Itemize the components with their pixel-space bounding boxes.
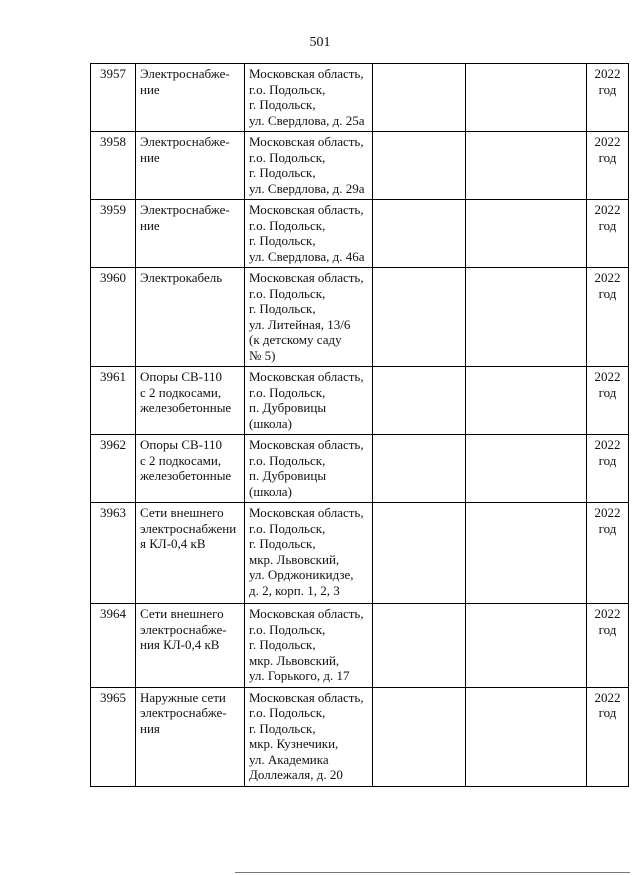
- empty-cell-4: [373, 64, 466, 132]
- object-name: Электроснабже- ние: [136, 200, 245, 268]
- object-name: Электрокабель: [136, 268, 245, 367]
- object-address: Московская область, г.о. Подольск, г. Подольск, мкр. Львовский, ул. Горького, д. 17: [245, 604, 373, 688]
- object-address: Московская область, г.о. Подольск, г. Подольск, ул. Свердлова, д. 29а: [245, 132, 373, 200]
- empty-cell-4: [373, 687, 466, 786]
- empty-cell-5: [466, 64, 587, 132]
- table-row: [91, 132, 629, 200]
- table-row: [91, 503, 629, 604]
- row-number: 3963: [91, 503, 136, 604]
- year-cell: 2022 год: [587, 132, 629, 200]
- year-cell: 2022 год: [587, 687, 629, 786]
- table-row: [91, 200, 629, 268]
- empty-cell-4: [373, 503, 466, 604]
- year-cell: 2022 год: [587, 367, 629, 435]
- empty-cell-5: [466, 200, 587, 268]
- row-number: 3957: [91, 64, 136, 132]
- page-number: 501: [309, 35, 331, 50]
- object-address: Московская область, г.о. Подольск, г. Подольск, мкр. Кузнечики, ул. Академика Доллежаля, д. 20: [245, 687, 373, 786]
- empty-cell-5: [466, 367, 587, 435]
- object-address: Московская область, г.о. Подольск, г. Подольск, ул. Свердлова, д. 46а: [245, 200, 373, 268]
- table-row: [91, 687, 629, 786]
- table-row: [91, 367, 629, 435]
- year-cell: 2022 год: [587, 604, 629, 688]
- year-cell: 2022 год: [587, 503, 629, 604]
- row-number: 3960: [91, 268, 136, 367]
- empty-cell-4: [373, 367, 466, 435]
- row-number: 3964: [91, 604, 136, 688]
- object-address: Московская область, г.о. Подольск, п. Дубровицы (школа): [245, 435, 373, 503]
- table-row: [91, 64, 629, 132]
- object-name: Наружные сети электроснабже- ния: [136, 687, 245, 786]
- year-cell: 2022 год: [587, 435, 629, 503]
- empty-cell-5: [466, 503, 587, 604]
- table-row: [91, 435, 629, 503]
- object-name: Электроснабже- ние: [136, 64, 245, 132]
- year-cell: 2022 год: [587, 268, 629, 367]
- row-number: 3961: [91, 367, 136, 435]
- empty-cell-5: [466, 687, 587, 786]
- empty-cell-4: [373, 604, 466, 688]
- object-address: Московская область, г.о. Подольск, г. Подольск, ул. Свердлова, д. 25а: [245, 64, 373, 132]
- empty-cell-4: [373, 435, 466, 503]
- empty-cell-4: [373, 200, 466, 268]
- table-row: [91, 268, 629, 367]
- object-address: Московская область, г.о. Подольск, п. Дубровицы (школа): [245, 367, 373, 435]
- row-number: 3962: [91, 435, 136, 503]
- object-name: Опоры СВ-110 с 2 подкосами, железобетонные: [136, 367, 245, 435]
- empty-cell-5: [466, 435, 587, 503]
- object-address: Московская область, г.о. Подольск, г. Подольск, ул. Литейная, 13/6 (к детскому саду № 5): [245, 268, 373, 367]
- row-number: 3965: [91, 687, 136, 786]
- object-name: Сети внешнего электроснабже- ния КЛ-0,4 кВ: [136, 604, 245, 688]
- table-row: [91, 604, 629, 688]
- empty-cell-5: [466, 132, 587, 200]
- row-number: 3958: [91, 132, 136, 200]
- object-name: Электроснабже- ние: [136, 132, 245, 200]
- bottom-rule: [235, 872, 630, 873]
- object-address: Московская область, г.о. Подольск, г. Подольск, мкр. Львовский, ул. Орджоникидзе, д. 2, корп. 1, 2, 3: [245, 503, 373, 604]
- empty-cell-4: [373, 132, 466, 200]
- year-cell: 2022 год: [587, 64, 629, 132]
- empty-cell-4: [373, 268, 466, 367]
- object-name: Сети внешнего электроснабжени я КЛ-0,4 кВ: [136, 503, 245, 604]
- year-cell: 2022 год: [587, 200, 629, 268]
- registry-table: [90, 63, 629, 787]
- empty-cell-5: [466, 268, 587, 367]
- empty-cell-5: [466, 604, 587, 688]
- object-name: Опоры СВ-110 с 2 подкосами, железобетонные: [136, 435, 245, 503]
- row-number: 3959: [91, 200, 136, 268]
